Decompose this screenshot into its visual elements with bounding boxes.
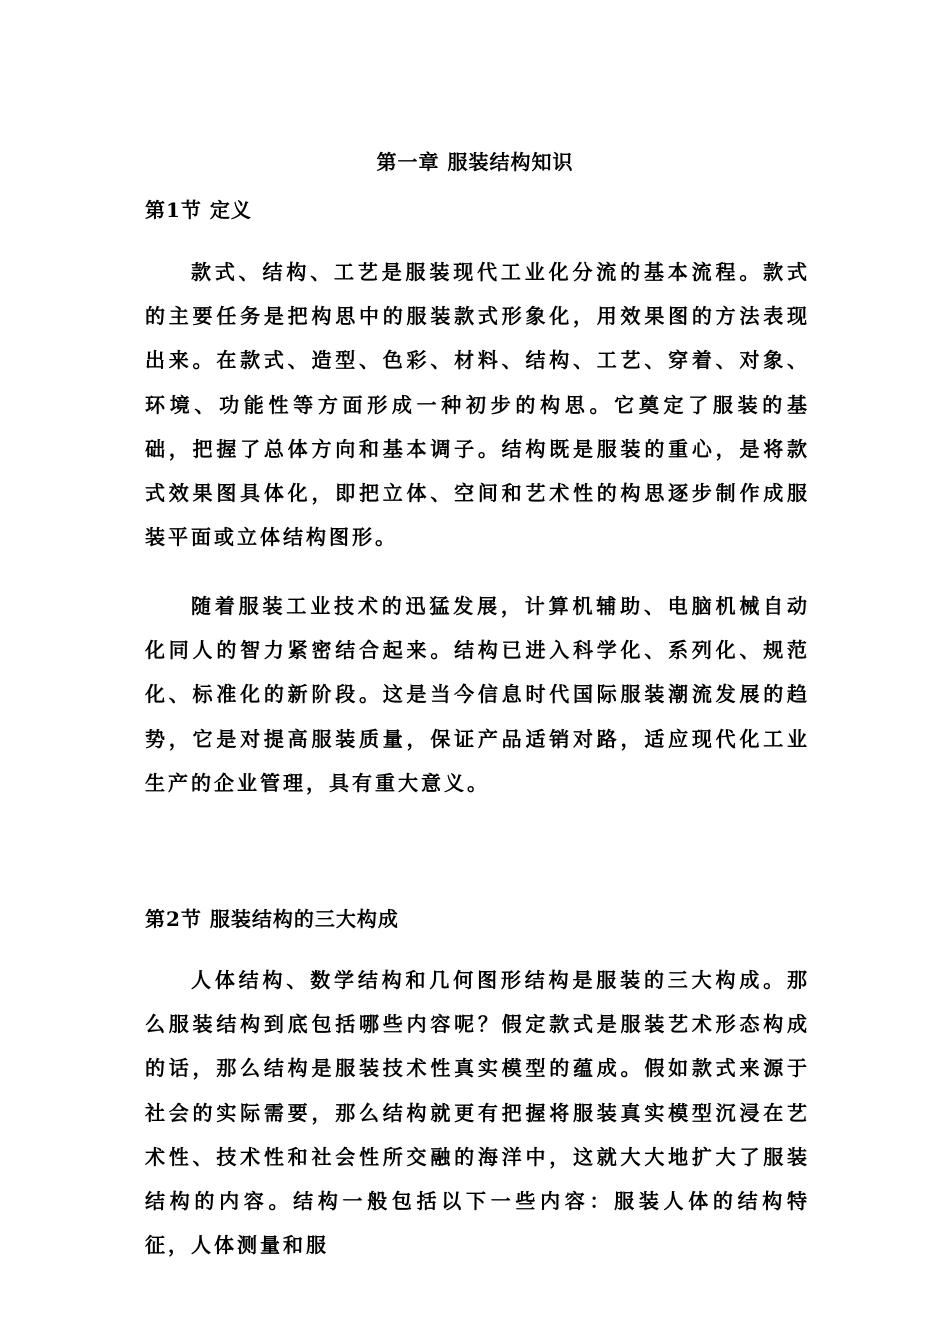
section-1-paragraph-2: 随着服装工业技术的迅猛发展，计算机辅助、电脑机械自动化同人的智力紧密结合起来。结构已进入科学化、系列化、规范化、标准化的新阶段。这是当今信息时代国际服装潮流发展的趋势，它是对提高服装质量，保证产品适销对路，适应现代化工业生产的企业管理，具有重大意义。 (145, 594, 810, 795)
chapter-title: 第一章 服装结构知识 (376, 150, 574, 174)
section-1-paragraph-1: 款式、结构、工艺是服装现代工业化分流的基本流程。款式的主要任务是把构思中的服装款式形象化，用效果图的方法表现出来。在款式、造型、色彩、材料、结构、工艺、穿着、对象、环境、功能性等方面形成一种初步的构思。它奠定了服装的基础，把握了总体方向和基本调子。结构既是服装的重心，是将款式效果图具体化，即把立体、空间和艺术性的构思逐步制作成服装平面或立体结构图形。 (145, 260, 810, 550)
section-heading-2: 第2节 服装结构的三大构成 (145, 907, 399, 931)
section-heading-1: 第1节 定义 (145, 198, 252, 222)
section-2-paragraph-1: 人体结构、数学结构和几何图形结构是服装的三大构成。那么服装结构到底包括哪些内容呢？假定款式是服装艺术形态构成的话，那么结构是服装技术性真实模型的蕴成。假如款式来源于社会的实际需要，那么结构就更有把握将服装真实模型沉浸在艺术性、技术性和社会性所交融的海洋中，这就大大地扩大了服装结构的内容。结构一般包括以下一些内容：服装人体的结构特征，人体测量和服 (145, 968, 810, 1258)
